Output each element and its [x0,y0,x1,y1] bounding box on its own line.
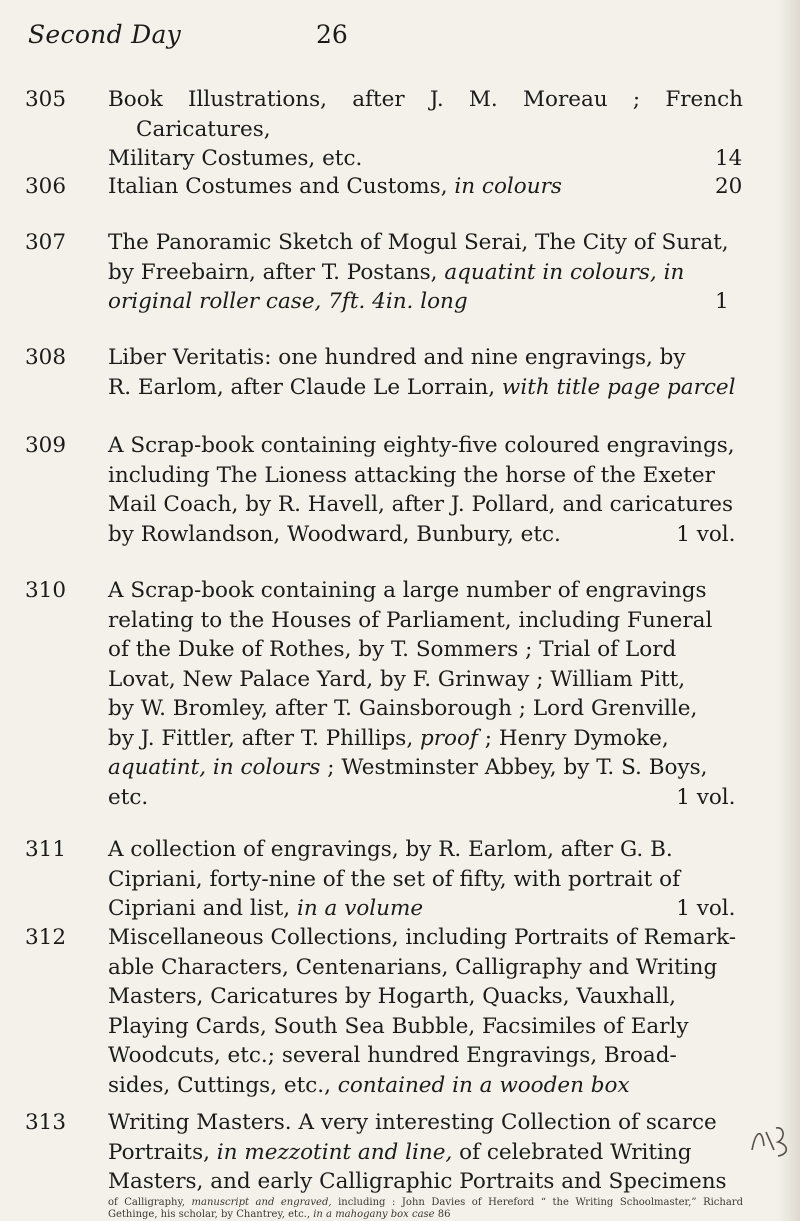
page-edge-shadow [778,0,800,1221]
lot-description [108,343,743,402]
page-header [0,20,800,60]
lot-number: 306 [25,174,67,199]
lot-line: Woodcuts, etc.; several hundred Engravings, Broad- [108,1043,677,1068]
lot-line: Military Costumes, etc. 14 [108,146,743,171]
lot-line: of the Duke of Rothes, by T. Sommers ; Trial of Lord [108,637,677,662]
lot-line: aquatint, in colours ; Westminster Abbey, by T. S. Boys, [108,755,708,780]
lot-line: Miscellaneous Collections, including Portraits of Remark- [108,925,736,950]
lot-number: 313 [25,1110,67,1135]
lot-line: Lovat, New Palace Yard, by F. Grinway ; William Pitt, [108,666,686,692]
lot-line: by W. Bromley, after T. Gainsborough ; Lord Grenville, [108,696,698,721]
lot-description [108,1108,743,1197]
lot-line: A Scrap-book containing eighty-five coloured engravings, [108,433,735,458]
lot-line: Italian Costumes and Customs, in colours 20 [108,174,743,199]
lot-line: able Characters, Centenarians, Calligraphy and Writing [108,954,718,980]
lot-line: A collection of engravings, by R. Earlom, after G. B. [108,837,673,862]
lot-number: 308 [25,345,67,370]
lot-line: etc. 1 vol. [136,783,743,813]
lot-number: 310 [25,578,67,603]
lot-line: Masters, Caricatures by Hogarth, Quacks, Vauxhall, [108,984,676,1009]
lot-line: relating to the Houses of Parliament, including Funeral [108,607,713,633]
header-day: Second Day [28,20,182,49]
lot-line: Liber Veritatis: one hundred and nine engravings, by [108,345,686,370]
lot-description [108,576,743,812]
lot-line: The Panoramic Sketch of Mogul Serai, The City of Surat, [108,230,729,255]
lot-description [108,172,743,202]
lot-number: 307 [25,230,67,255]
page-number: 26 [316,20,348,49]
lot-line: Writing Masters. A very interesting Collection of scarce [108,1110,717,1135]
lot-number: 309 [25,433,67,458]
lot-description-continued: of Calligraphy, manuscript and engraved, including : John Davies of Hereford “ the Writing Schoolmaster,” Richard Gethinge, his scholar, by Chantrey, etc., in a mahogany box case 86 [108,1197,743,1220]
lot-line: by J. Fittler, after T. Phillips, proof ; Henry Dymoke, [108,725,669,751]
lot-line: including The Lioness attacking the horse of the Exeter [108,462,715,488]
lot-line: by Freebairn, after T. Postans, aquatint in colours, in [108,259,685,285]
lot-line: Cipriani and list, in a volume 1 vol. [136,894,743,924]
lot-quantity: 86 [437,1209,451,1220]
lot-number: 311 [25,837,67,862]
lot-line: R. Earlom, after Claude Le Lorrain, with title page parcel [108,374,736,400]
lot-line: original roller case, 7ft. 4in. long 1 [108,289,729,314]
lot-line: A Scrap-book containing a large number of engravings [108,578,707,603]
lot-line: Book Illustrations, after J. M. Moreau ; French Caricatures, [108,87,743,142]
lot-line: sides, Cuttings, etc., contained in a wooden box [108,1072,630,1098]
lot-line: Playing Cards, South Sea Bubble, Facsimiles of Early [108,1013,689,1039]
lot-quantity: 1 vol. [676,896,736,921]
lot-line: Portraits, in mezzotint and line, of celebrated Writing [108,1139,692,1165]
handwritten-annotation [748,1120,796,1160]
lot-number: 312 [25,925,67,950]
lot-line: by Rowlandson, Woodward, Bunbury, etc. 1 vol. [136,520,743,550]
lot-number: 305 [25,87,67,112]
pencil-mark-icon [748,1120,796,1160]
lot-line: Cipriani, forty-nine of the set of fifty, with portrait of [108,866,681,892]
lot-description [108,85,743,174]
lot-quantity: 1 vol. [676,784,736,810]
lot-quantity: 1 vol. [676,521,736,547]
lot-line: Masters, and early Calligraphic Portraits and Specimens [108,1169,727,1194]
lot-line: Mail Coach, by R. Havell, after J. Pollard, and caricatures [108,492,733,517]
lot-description [108,431,743,549]
lot-description [108,835,743,924]
lot-description [108,923,743,1100]
lot-description [108,228,743,317]
